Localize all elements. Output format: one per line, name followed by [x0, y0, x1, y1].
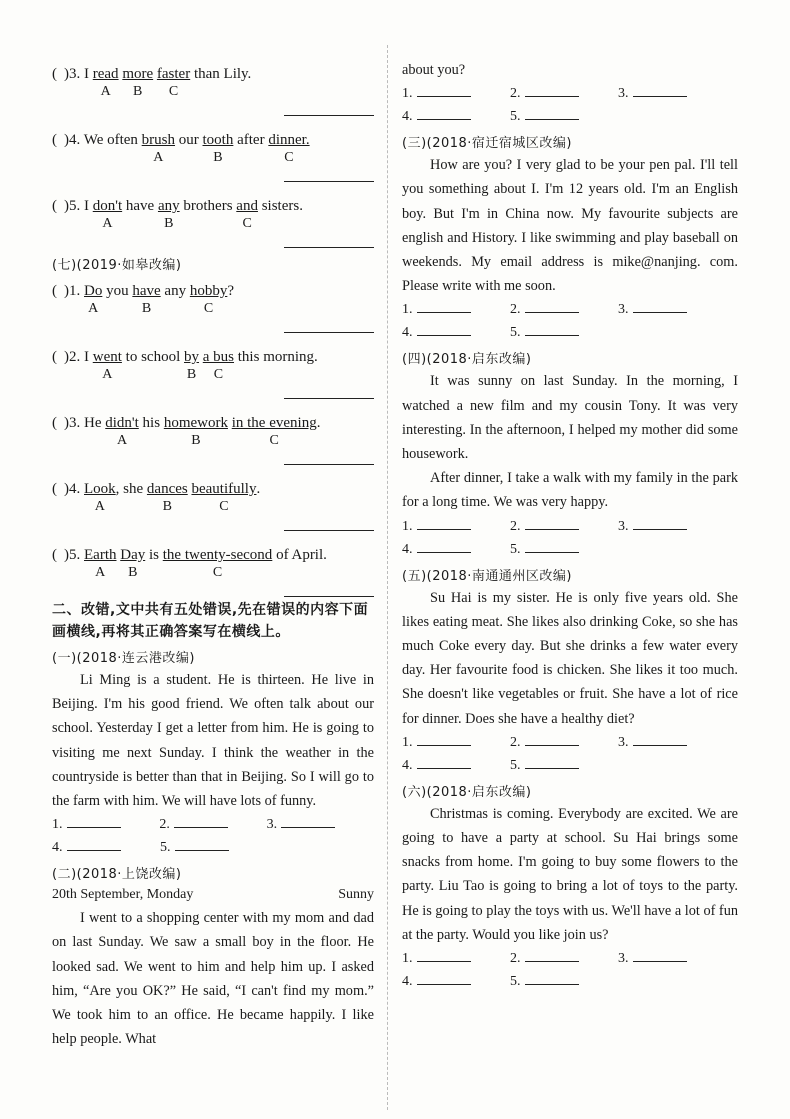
question-text — [64, 283, 235, 316]
question-number: )3. — [64, 415, 84, 431]
question-row — [52, 124, 374, 190]
option-letter: B — [141, 301, 152, 316]
blank-3[interactable]: 3. — [267, 813, 374, 836]
question-fragment: than Lily. — [190, 66, 252, 82]
underlined-option: and C — [236, 198, 258, 231]
passage-5-heading: (五)(2018·南通通州区改编) — [402, 568, 573, 584]
blank-4[interactable]: 4. — [402, 754, 510, 777]
right-column — [402, 58, 738, 993]
option-letter: A — [88, 301, 99, 316]
question-row — [52, 473, 374, 539]
passage-4-body-2: After dinner, I take a walk with my family in the park for a long time. We was very happy. — [402, 470, 738, 511]
question-text — [64, 415, 321, 448]
blank-5[interactable]: 5. — [510, 754, 618, 777]
blank-2[interactable]: 2. — [510, 731, 618, 754]
option-letter: A — [100, 84, 111, 99]
option-letter: A — [95, 565, 106, 580]
underlined-option: brush A — [141, 132, 176, 165]
blank-4[interactable]: 4. — [402, 321, 510, 344]
option-letter: B — [191, 433, 201, 448]
option-letter: A — [94, 499, 105, 514]
answer-line[interactable] — [284, 331, 374, 333]
underlined-option: Look A — [84, 481, 116, 514]
question-fragment: We often — [83, 132, 142, 148]
blank-1[interactable]: 1. — [402, 82, 510, 105]
underlined-option: Earth A — [84, 547, 117, 580]
question-group-sec7 — [52, 275, 374, 605]
blank-5[interactable]: 5. — [510, 321, 618, 344]
answer-line[interactable] — [284, 246, 374, 248]
question-fragment: any — [160, 283, 190, 299]
blank-2[interactable]: 2. — [510, 515, 618, 538]
question-fragment: ? — [227, 283, 235, 299]
underlined-option: read A — [92, 66, 119, 99]
option-letter: B — [162, 499, 172, 514]
underlined-option: hobby C — [189, 283, 228, 316]
underlined-option: tooth B — [202, 132, 234, 165]
underlined-option: don't A — [92, 198, 123, 231]
question-number: )5. — [64, 198, 84, 214]
question-row — [52, 190, 374, 256]
passage-6-heading: (六)(2018·启东改编) — [402, 784, 532, 800]
answer-paren[interactable]: ( — [52, 66, 57, 82]
passage-2-date-row — [52, 884, 374, 906]
question-number: )3. — [64, 66, 84, 82]
option-letter: C — [219, 499, 229, 514]
answer-paren[interactable]: ( — [52, 283, 57, 299]
answer-line[interactable] — [284, 595, 374, 597]
blank-2[interactable]: 2. — [510, 82, 618, 105]
underlined-option: have B — [132, 283, 161, 316]
passage-3-blanks — [402, 298, 738, 344]
passage-2-continued: about you? — [402, 62, 466, 78]
blank-1[interactable]: 1. — [52, 813, 159, 836]
option-letter: C — [212, 565, 223, 580]
passage-6-text — [402, 802, 738, 947]
blank-4[interactable]: 4. — [402, 105, 510, 128]
question-text — [64, 132, 310, 165]
blank-3[interactable]: 3. — [618, 515, 726, 538]
underlined-option: faster C — [156, 66, 191, 99]
option-letter: B — [186, 367, 197, 382]
passage-6-blanks — [402, 947, 738, 993]
passage-2-body: I went to a shopping center with my mom and dad on last Sunday. We saw a small boy in the floor. He looked sad. We went to him and help him up. I asked him, “Are you OK?” He said, “I can't find my mom.” We took him to an office. He became happily. I like help people. What — [52, 910, 374, 1048]
underlined-option: didn't A — [105, 415, 139, 448]
question-fragment: after — [233, 132, 269, 148]
underlined-option: went A — [92, 349, 122, 382]
blank-5[interactable]: 5. — [510, 538, 618, 561]
blank-4[interactable]: 4. — [402, 970, 510, 993]
column-divider — [387, 45, 388, 1110]
question-number: )4. — [64, 132, 84, 148]
question-row — [52, 341, 374, 407]
question-row — [52, 407, 374, 473]
question-fragment: of April. — [272, 547, 327, 563]
passage-4-text-2 — [402, 466, 738, 514]
answer-paren[interactable]: ( — [52, 481, 57, 497]
underlined-option: any B — [157, 198, 180, 231]
passage-5-body: Su Hai is my sister. He is only five years old. She likes eating meat. She likes also drinking Coke, so she has much Coke every day. But she drinks a few water every day. Her favourite food is chicken. She likes it too much. She doesn't like vegetables or fruit. She have a lot of rice for dinner. Does she have a healthy diet? — [402, 589, 738, 727]
answer-line[interactable] — [284, 114, 374, 116]
question-fragment: have — [122, 198, 158, 214]
question-text — [64, 547, 327, 580]
underlined-option: a bus C — [202, 349, 235, 382]
option-letter: C — [213, 367, 224, 382]
passage-1-blanks — [52, 813, 374, 859]
passage-6-body: Christmas is coming. Everybody are excited. We are going to have a party at school. Su Hai brings some snacks from home. I'm going to buy some flowers to the party. Liu Tao is going to bring a lot of toys to the party. He is going to play the toys with us. We'll have a lot of fun at the party. Would you like join us? — [402, 805, 738, 943]
passage-2-weather: Sunny — [338, 887, 374, 903]
passage-3-heading: (三)(2018·宿迁宿城区改编) — [402, 136, 573, 152]
section-7-heading: (七)(2019·如皋改编) — [52, 258, 182, 273]
answer-paren[interactable]: ( — [52, 349, 57, 365]
question-number: )5. — [64, 547, 84, 563]
question-fragment: sisters. — [257, 198, 303, 214]
passage-4-body-1: It was sunny on last Sunday. In the morning, I watched a new film and my cousin Tony. It was very interesting. In the afternoon, I helped my mother did some housework. — [402, 373, 738, 463]
question-fragment: I — [84, 198, 93, 214]
passage-5-blanks — [402, 731, 738, 777]
option-letter: C — [269, 433, 279, 448]
blank-1[interactable]: 1. — [402, 298, 510, 321]
left-column — [52, 58, 374, 1051]
question-fragment: . — [316, 415, 321, 431]
question-fragment: , she — [115, 481, 147, 497]
option-letter: C — [242, 216, 252, 231]
passage-2-text — [52, 906, 374, 1051]
blank-2[interactable]: 2. — [159, 813, 266, 836]
question-fragment: I — [84, 66, 93, 82]
option-letter: A — [116, 433, 128, 448]
question-number: )2. — [64, 349, 84, 365]
underlined-option: Day B — [120, 547, 146, 580]
option-letter: C — [203, 301, 214, 316]
question-text — [64, 481, 261, 514]
passage-4-blanks — [402, 515, 738, 561]
passage-2-date: 20th September, Monday — [52, 887, 194, 903]
question-fragment: . — [256, 481, 261, 497]
option-letter: A — [102, 216, 113, 231]
underlined-option: homework B — [163, 415, 228, 448]
question-number: )1. — [64, 283, 84, 299]
blank-4[interactable]: 4. — [402, 538, 510, 561]
option-letter: C — [168, 84, 179, 99]
question-row — [52, 58, 374, 124]
passage-5-text — [402, 586, 738, 731]
blank-2[interactable]: 2. — [510, 947, 618, 970]
underlined-option: the twenty-second C — [162, 547, 273, 580]
passage-1-body: Li Ming is a student. He is thirteen. He live in Beijing. I'm his good friend. We often talk about our school. Yesterday I get a letter from him. He is going to visiting me next Sunday. I think the weather in the countryside is better than that in Beijing. So I will go to the farm with him. We will have lots of funny. — [52, 672, 374, 810]
blank-5[interactable]: 5. — [160, 836, 268, 859]
blank-1[interactable]: 1. — [402, 515, 510, 538]
option-letter: B — [128, 565, 138, 580]
part-2-title: 二、改错,文中共有五处错误,先在错误的内容下面画横线,再将其正确答案写在横线上。 — [52, 602, 369, 640]
question-group-prev — [52, 58, 374, 256]
underlined-option: in the evening C — [231, 415, 317, 448]
answer-line[interactable] — [284, 529, 374, 531]
question-text — [64, 198, 303, 231]
answer-paren[interactable]: ( — [52, 198, 57, 214]
blank-5[interactable]: 5. — [510, 105, 618, 128]
blank-4[interactable]: 4. — [52, 836, 160, 859]
option-letter: A — [102, 367, 113, 382]
passage-2-heading: (二)(2018·上饶改编) — [52, 867, 182, 883]
blank-1[interactable]: 1. — [402, 947, 510, 970]
option-letter: B — [213, 150, 223, 165]
passage-4-text-1 — [402, 369, 738, 466]
underlined-option: by B — [184, 349, 200, 382]
question-fragment: our — [175, 132, 203, 148]
question-row — [52, 275, 374, 341]
blank-5[interactable]: 5. — [510, 970, 618, 993]
underlined-option: Do A — [84, 283, 103, 316]
question-fragment: his — [138, 415, 164, 431]
passage-3-text — [402, 153, 738, 298]
answer-paren[interactable]: ( — [52, 415, 57, 431]
option-letter: C — [284, 150, 294, 165]
option-letter: B — [164, 216, 174, 231]
question-fragment: is — [145, 547, 163, 563]
underlined-option: beautifully C — [191, 481, 257, 514]
option-letter: A — [153, 150, 164, 165]
option-letter: B — [133, 84, 143, 99]
answer-paren[interactable]: ( — [52, 132, 57, 148]
blank-3[interactable]: 3. — [618, 298, 726, 321]
question-row — [52, 539, 374, 605]
underlined-option: dinner. C — [268, 132, 310, 165]
question-text — [64, 349, 318, 382]
question-fragment: to school — [121, 349, 185, 365]
blank-1[interactable]: 1. — [402, 731, 510, 754]
question-fragment: I — [84, 349, 93, 365]
underlined-option: more B — [122, 66, 154, 99]
blank-3[interactable]: 3. — [618, 947, 726, 970]
answer-line[interactable] — [284, 180, 374, 182]
passage-4-heading: (四)(2018·启东改编) — [402, 352, 532, 368]
question-number: )4. — [64, 481, 84, 497]
question-text — [64, 66, 252, 99]
passage-3-body: How are you? I very glad to be your pen pal. I'll tell you something about I. I'm 12 years old. I'm an English boy. But I'm in China now. My favourite subjects are english and History. I like swimming and play baseball on weekends. My email address is mike@nanjing. com. Please write with me soon. — [402, 157, 738, 295]
answer-line[interactable] — [284, 397, 374, 399]
blank-3[interactable]: 3. — [618, 82, 726, 105]
question-fragment: He — [84, 415, 106, 431]
question-fragment: brothers — [179, 198, 237, 214]
answer-paren[interactable]: ( — [52, 547, 57, 563]
blank-3[interactable]: 3. — [618, 731, 726, 754]
answer-line[interactable] — [284, 463, 374, 465]
question-fragment: this morning. — [234, 349, 318, 365]
passage-2-blanks — [402, 82, 738, 128]
blank-2[interactable]: 2. — [510, 298, 618, 321]
passage-1-text — [52, 668, 374, 813]
passage-1-heading: (一)(2018·连云港改编) — [52, 651, 196, 666]
question-fragment: you — [102, 283, 133, 299]
underlined-option: dances B — [146, 481, 188, 514]
